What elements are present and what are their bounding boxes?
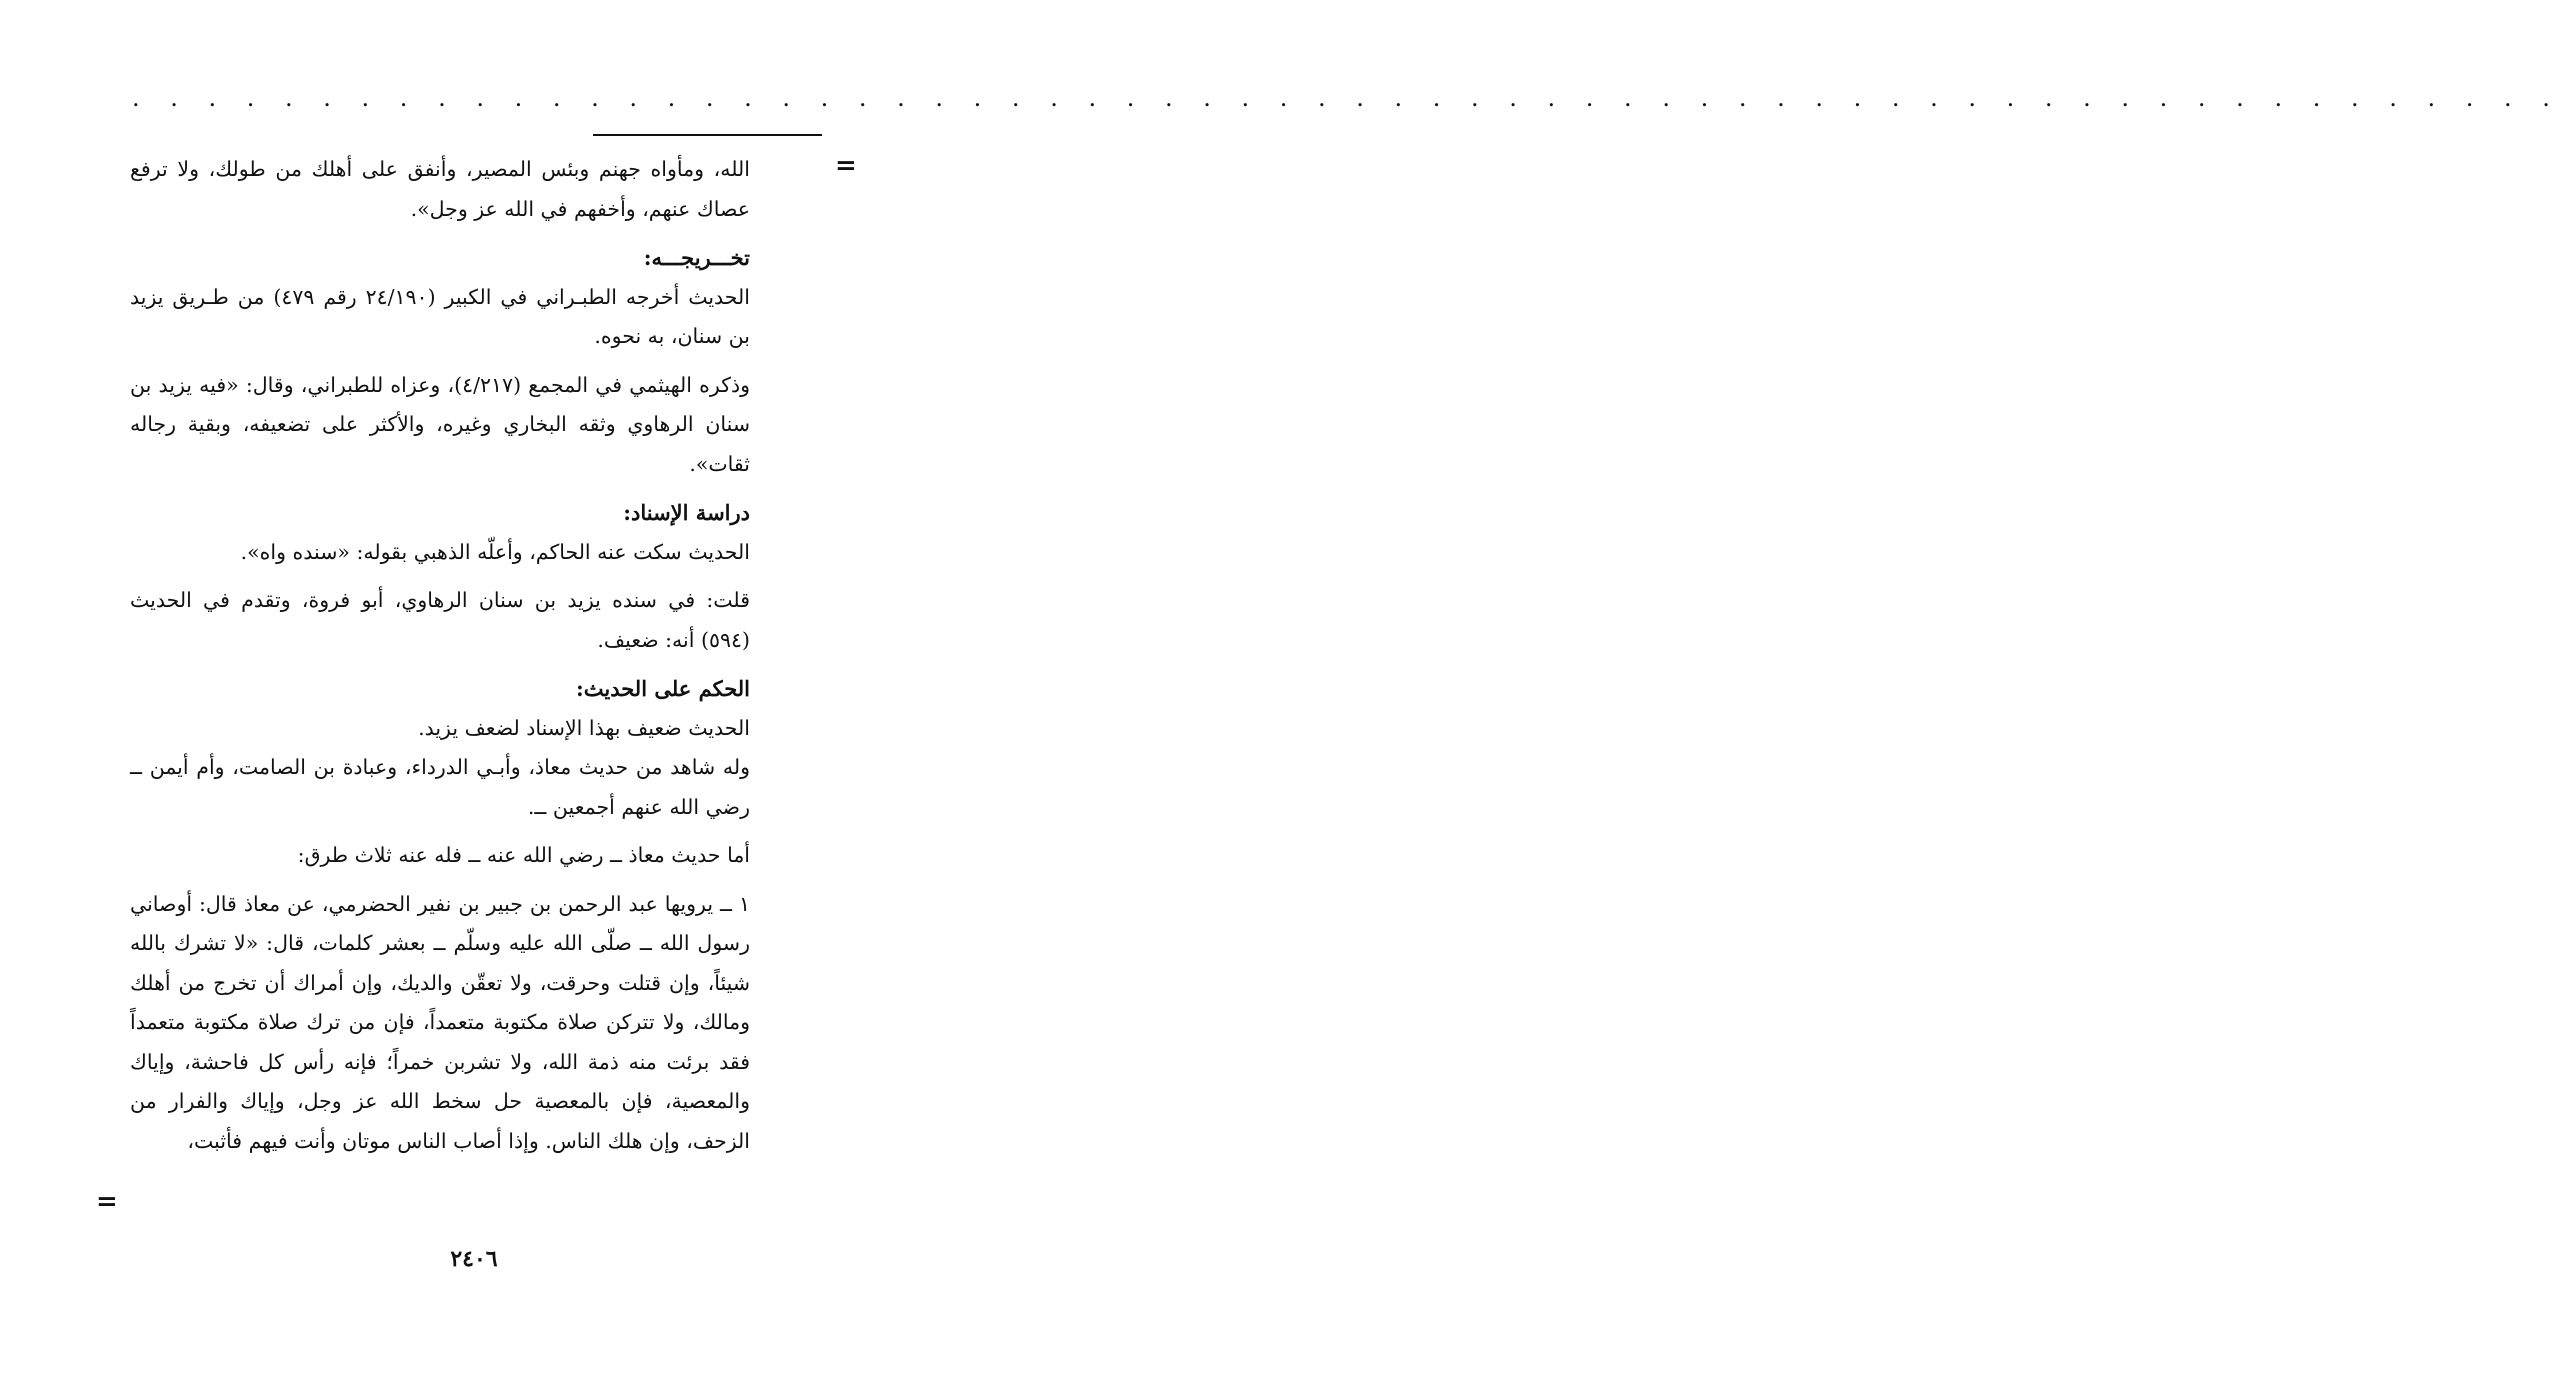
header-dotted-line: . . . . . . . . . . . . . . . . . . . . . . . . . . . . . . . . . . . . . . . . . . . . . . . . . . . . . . . . . . . . . . . . xyxy=(132,84,2561,112)
heading-hadith-ruling: الحكم على الحديث: xyxy=(576,676,750,701)
page-number: ٢٤٠٦ xyxy=(450,1246,498,1272)
paragraph-isnad-note: قلت: في سنده يزيد بن سنان الرهاوي، أبو فروة، وتقدم في الحديث (٥٩٤) أنه: ضعيف. xyxy=(130,588,750,652)
paragraph-takhrij-haythami: وذكره الهيثمي في المجمع (٤/٢١٧)، وعزاه للطبراني، وقال: «فيه يزيد بن سنان الرهاوي وثقه البخاري وغيره، والأكثر على تضعيفه، وبقية رجاله ثقات». xyxy=(130,372,751,476)
paragraph-muadh-first-path: ١ ــ يرويها عبد الرحمن بن جبير بن نفير الحضرمي، عن معاذ قال: أوصاني رسول الله ــ صلّى الله عليه وسلّم ــ بعشر كلمات، قال: «لا تشرك بالله شيئاً، وإن قتلت وحرقت، ولا تعقّن والديك، وإن أمراك أن تخرج من أهلك ومالك، ولا تتركن صلاة مكتوبة متعمداً، فإن من ترك صلاة مكتوبة متعمداً فقد برئت منه ذمة الله، ولا تشربن خمراً؛ فإنه رأس كل فاحشة، وإياك والمعصية، فإن بالمعصية حل سخط الله عز وجل، وإياك والفرار من الزحف، وإن هلك الناس. وإذا أصاب الناس موتان وأنت فيهم فأثبت، xyxy=(130,891,750,1153)
heading-takhrij: تخـــريجـــه: xyxy=(643,245,750,270)
paragraph-witness: وله شاهد من حديث معاذ، وأبـي الدرداء، وعبادة بن الصامت، وأم أيمن ــ رضي الله عنهم أجمعين ــ. xyxy=(130,755,750,819)
footnote-text xyxy=(130,150,750,1161)
paragraph-continuation: الله، ومأواه جهنم وبئس المصير، وأنفق على أهلك من طولك، ولا ترفع عصاك عنهم، وأخفهم في الله عز وجل». xyxy=(130,157,750,221)
footnote-separator-rule xyxy=(593,134,822,136)
paragraph-isnad-hakim: الحديث سكت عنه الحاكم، وأعلّه الذهبي بقوله: «سنده واه». xyxy=(240,539,750,564)
paragraph-muadh-intro: أما حديث معاذ ــ رضي الله عنه ــ فله عنه ثلاث طرق: xyxy=(297,843,750,867)
paragraph-ruling: الحديث ضعيف بهذا الإسناد لضعف يزيد. xyxy=(418,715,750,740)
heading-isnad-study: دراسة الإسناد: xyxy=(623,500,750,525)
paragraph-takhrij-tabarani: الحديث أخرجه الطبـراني في الكبير (٢٤/١٩٠ رقم ٤٧٩) من طـريق يزيد بن سنان، به نحوه. xyxy=(130,284,750,348)
continuation-mark-top: = xyxy=(835,151,857,181)
continuation-mark-bottom: = xyxy=(96,1187,118,1217)
